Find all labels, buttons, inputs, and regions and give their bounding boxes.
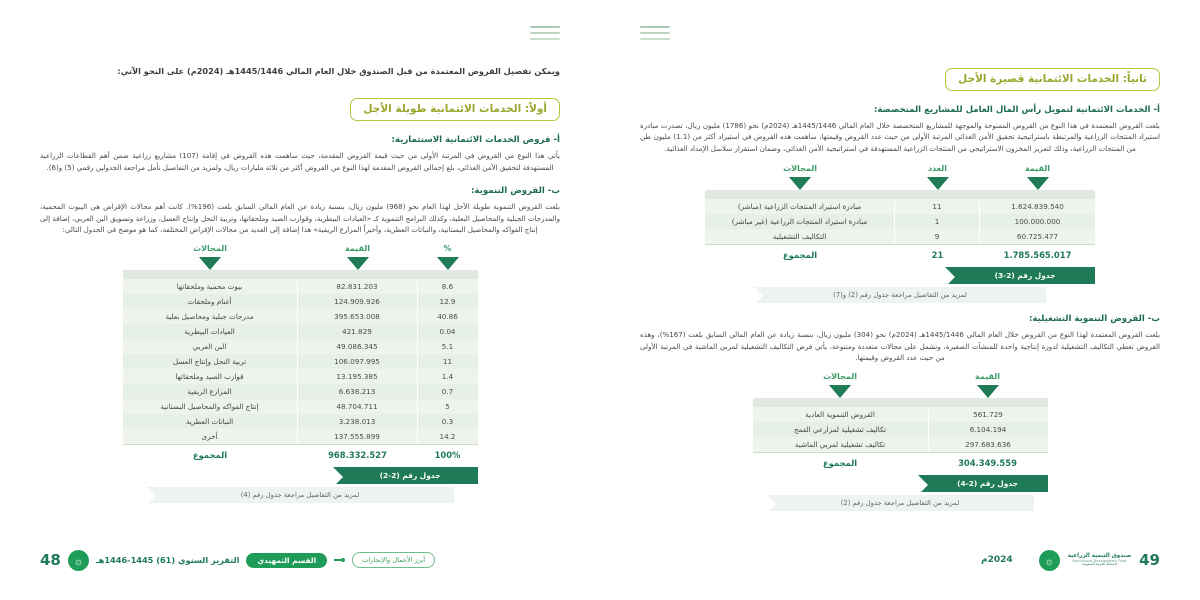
- footer-pill-highlights[interactable]: أبرز الأعمال والإنجازات: [352, 552, 435, 568]
- cell-value: 48.704.711: [336, 401, 378, 411]
- table-2-2-header-row: [40, 244, 560, 256]
- table-row: [123, 384, 478, 399]
- table-2-3-note: لمزيد من التفاصيل مراجعة جدول رقم (2) و(7): [754, 287, 1046, 303]
- page-left: [600, 0, 1200, 600]
- table-row: [123, 414, 478, 429]
- th-value: القيمة: [975, 371, 1000, 381]
- table-2-4-cap: [753, 398, 1048, 407]
- cell-percent: 5: [445, 401, 450, 411]
- cell-label: مبادرة استيراد المنتجات الزراعية (مباشر): [737, 202, 862, 212]
- th-percent: %: [443, 243, 452, 253]
- cell-percent: 0.7: [441, 386, 454, 396]
- table-row: [123, 399, 478, 414]
- table-row: [753, 422, 1048, 437]
- cell-percent: 0.3: [441, 416, 454, 426]
- cell-percent: 40.86: [437, 311, 458, 321]
- table-row: [753, 407, 1048, 422]
- fund-logo-text: [1068, 554, 1131, 567]
- cell-value: 297.683.636: [965, 439, 1011, 449]
- right-badge-row: [40, 84, 560, 121]
- table-2-2-rows: [123, 279, 478, 444]
- cell-label: مدرجات جبلية ومحاصيل بعلية: [165, 311, 254, 321]
- cell-percent: 0.04: [439, 326, 456, 336]
- cell-value: 3.238.013: [338, 416, 376, 426]
- cell-label: تكاليف تشغيلية لمزارعي القمح: [794, 424, 886, 434]
- cell-label: قوارب الصيد وملحقاتها: [175, 371, 244, 381]
- fund-logo-arabic: صندوق التنمية الزراعية: [1067, 552, 1132, 559]
- table-2-4-note-row: [753, 495, 1048, 511]
- heading-investment-credit: أ- قروض الخدمات الائتمانية الاستثمارية:: [391, 135, 560, 146]
- cell-percent: 12.9: [439, 296, 456, 306]
- page-number-left: 49: [1139, 551, 1160, 569]
- arrow-value-icon: [928, 384, 1048, 398]
- cell-value: 49.086.345: [336, 341, 378, 351]
- table-row: [123, 294, 478, 309]
- cell-value: 60.725.477: [1016, 232, 1059, 242]
- table-row: [705, 214, 1095, 229]
- th-fields: المجالات: [823, 371, 857, 381]
- th-fields: المجالات: [783, 164, 817, 174]
- footer-report-title: التقرير السنوي (61) 1445-1446هـ: [95, 555, 240, 565]
- table-2-3-total-row: [705, 244, 1095, 265]
- th-fields: المجالات: [193, 243, 227, 253]
- table-2-2-ribbon-row: [123, 467, 478, 484]
- table-2-2-note: لمزيد من التفاصيل مراجعة جدول رقم (4): [147, 487, 454, 503]
- footer-connector-icon: [334, 558, 345, 562]
- arrow-value-icon: [298, 256, 418, 270]
- arrow-fields-icon: [705, 176, 895, 190]
- footer-left: [600, 540, 1200, 580]
- saudi-emblem-icon: ۞: [1039, 550, 1060, 571]
- fund-logo-country: المملكة العربية السعودية: [1082, 561, 1117, 566]
- table-row: [123, 369, 478, 384]
- table-2-3-header-row: [640, 164, 1160, 176]
- table-row: [123, 309, 478, 324]
- cell-value: 82.831.203: [336, 281, 378, 291]
- saudi-emblem-icon: ۞: [68, 550, 89, 571]
- section-badge-short-term: ثانياً: الخدمات الائتمانية قصيرة الأجل: [945, 68, 1160, 91]
- cell-label: العيادات البيطرية: [184, 326, 235, 336]
- paragraph-operational-dev-loans: بلغت القروض المعتمدة لهذا النوع من القروض خلال العام المالي 1445/1446هـ (2024م) نحو (304) مليون ريال، بنسبة زيادة عن العام المالي السابق بلغت (167%)، وهذه القروض تغطي التكاليف التشغيلية لدورة إنتاجية واحدة للمنشآت الصغيرة، وتشمل على مجالات متعددة ومتنوعة، يأتي فرض التكاليف التشغيلية لمربي الماشية في المرتبة الأولى من حيث عدد القروض وقيمتها.: [640, 330, 1160, 363]
- table-row: [705, 199, 1095, 214]
- cell-value: 395.653.008: [334, 311, 380, 321]
- intro-sentence: ويمكن تفصيل القروض المعتمدة من قبل الصندوق خلال العام المالي 1445/1446هـ (2024م) على النحو الآتي:: [117, 66, 560, 76]
- cell-count: 11: [932, 202, 942, 212]
- arrow-fields-icon: [753, 384, 928, 398]
- table-2-3-ribbon: جدول رقم (2-3): [945, 267, 1095, 284]
- heading-working-capital: أ- الخدمات الائتمانية لتمويل رأس المال العامل للمشاريع المتخصصة:: [873, 105, 1160, 115]
- table-2-3-note-row: [705, 287, 1095, 303]
- cell-count: 9: [934, 232, 940, 242]
- table-2-3-cap: [705, 190, 1095, 199]
- table-2-3-body: [705, 190, 1095, 265]
- footer-pill-section[interactable]: القسم التمهيدي: [246, 553, 327, 568]
- cell-label: البن العربي: [192, 341, 227, 351]
- total-value: 304.349.559: [958, 457, 1017, 468]
- table-2-3-arrow-row: [640, 176, 1160, 190]
- total-label: المجموع: [782, 250, 818, 261]
- table-2-4-arrow-row: [640, 384, 1160, 398]
- footer-right: [0, 540, 600, 580]
- footer-year-left: 2024م: [981, 555, 1013, 565]
- table-2-4-note: لمزيد من التفاصيل مراجعة جدول رقم (2): [767, 495, 1034, 511]
- table-2-2-ribbon: جدول رقم (2-2): [333, 467, 478, 484]
- th-value: القيمة: [345, 243, 370, 253]
- cell-percent: 14.2: [439, 431, 456, 441]
- table-2-4-total-row: [753, 452, 1048, 473]
- paragraph-development-loans: بلغت القروض التنموية طويلة الأجل لهذا العام نحو (968) مليون ريال، بنسبة زيادة عن العام المالي السابق بلغت (196%). كانت أهم مجالات الإقراض هي البيوت المحمية، والمدرجات الجبلية والمحاصيل البعلية، وكذلك البرامج التنموية كـ «العيادات البيطرية، وقوارب الصيد وملحقاتها، وتربية النحل وإنتاج العسل، وزراعة وتسويق البن العربي، إضافة إلى إنتاج الفواكه والمحاصيل البستانية، والنباتات العطرية، وأخيراً المزارع الريفية» هذا إضافة إلى العديد من مجالات الإقراض المختلفة، كما هو موضح في الجدول التالي:: [40, 202, 560, 235]
- table-2-4-ribbon: جدول رقم (2-4): [918, 475, 1048, 492]
- cell-label: أغنام وملحقات: [187, 296, 232, 306]
- arrow-percent-icon: [418, 256, 478, 270]
- cell-value: 13.195.385: [336, 371, 378, 381]
- total-label: المجموع: [822, 457, 858, 468]
- deco-lines-left-wrap: [640, 26, 1160, 44]
- cell-value: 421.829: [342, 326, 372, 336]
- table-row: [123, 279, 478, 294]
- deco-lines-right-wrap: [40, 26, 560, 44]
- cell-value: 6.104.194: [969, 424, 1007, 434]
- table-2-2: [40, 244, 560, 503]
- th-count: العدد: [928, 164, 947, 174]
- fund-logo-english: Agricultural Development Fund: [1072, 558, 1127, 563]
- section-badge-long-term: أولاً: الخدمات الائتمانية طويلة الأجل: [350, 98, 560, 121]
- cell-label: المزارع الريفية: [187, 386, 232, 396]
- table-row: [753, 437, 1048, 452]
- paragraph-working-capital: بلغت القروض المعتمدة في هذا النوع من القروض الممنوحة والموجهة للمشاريع المتخصصة خلال العام المالي 1445/1446هـ (2024م) نحو (1786) مليون ريال، تصدرت مبادرة استيراد المنتجات الزراعية والمرتبطة باستراتيجية تحقيق الأمن الغذائي المرتبة الأولى من حيث عدد القروض وقيمتها، ساهمت هذه القروض في استيراد أكثر من (1.1) مليون طن من المنتجات الزراعية، وذلك لتعزيز المخزون الاستراتيجي من المنتجات الزراعية المستهدفة في استراتيجية الأمن الغذائي، وضمان استقرار سلاسل الإمداد الغذائية.: [640, 121, 1161, 153]
- th-value: القيمة: [1025, 164, 1050, 174]
- cell-percent: 11: [442, 356, 453, 366]
- cell-value: 106.097.995: [334, 356, 380, 366]
- cell-label: إنتاج الفواكه والمحاصيل البستانية: [160, 401, 259, 411]
- page-gutter: [600, 0, 601, 600]
- cell-label: النباتات العطرية: [185, 416, 234, 426]
- arrow-fields-icon: [123, 256, 298, 270]
- heading-operational-dev-loans: ب- القروض التنموية التشغيلية:: [1028, 314, 1160, 325]
- cell-label: القروض التنموية العادية: [805, 409, 875, 419]
- arrow-count-icon: [895, 176, 980, 190]
- three-lines-decoration-icon: [640, 26, 670, 44]
- page-number-right: 48: [40, 551, 61, 569]
- table-2-2-total-row: [123, 444, 478, 465]
- cell-label: التكاليف التشغيلية: [772, 232, 827, 242]
- cell-value: 561.729: [973, 409, 1003, 419]
- cell-value: 1.624.839.540: [1011, 202, 1064, 212]
- table-2-2-arrow-row: [40, 256, 560, 270]
- cell-label: تكاليف تشغيلية لمربي الماشية: [794, 439, 886, 449]
- total-count: 21: [931, 250, 944, 261]
- table-2-2-note-row: [123, 487, 478, 503]
- total-percent: 100%: [434, 449, 461, 460]
- cell-value: 124.909.926: [334, 296, 380, 306]
- cell-value: 6.638.213: [338, 386, 376, 396]
- heading-development-loans: ب- القروض التنموية:: [470, 186, 560, 197]
- table-2-3-ribbon-row: [705, 267, 1095, 284]
- table-row: [123, 324, 478, 339]
- cell-count: 1: [934, 217, 940, 227]
- table-row: [123, 339, 478, 354]
- cell-label: مبادرة استيراد المنتجات الزراعية (غير مباشر): [731, 217, 868, 227]
- left-badge-row: [640, 54, 1160, 91]
- cell-label: تربية النحل وإنتاج العسل: [172, 356, 247, 366]
- cell-percent: 5.1: [441, 341, 454, 351]
- table-2-2-cap: [123, 270, 478, 279]
- cell-percent: 1.4: [441, 371, 454, 381]
- table-row: [123, 354, 478, 369]
- cell-value: 137.555.899: [334, 431, 380, 441]
- table-2-4-ribbon-row: [753, 475, 1048, 492]
- table-2-4: [640, 372, 1160, 511]
- cell-value: 100.000.000: [1014, 217, 1061, 227]
- total-value: 968.332.527: [328, 449, 387, 460]
- table-2-2-body: [123, 270, 478, 465]
- cell-percent: 8.6: [441, 281, 454, 291]
- table-2-3: [640, 164, 1160, 303]
- total-value: 1.785.565.017: [1003, 250, 1072, 261]
- paragraph-investment-credit: يأتي هذا النوع من القروض في المرتبة الأولى من حيث قيمة القروض المقدمة، حيث ساهمت هذه القروض في إقامة (107) مشاريع زراعية ضمن أهم القطاعات الزراعية المستهدفة لتحقيق الأمن الغذائي، بلغ إجمالي القروض المقدمة لهذا النوع من القروض أكثر من ثلاثة مليارات ريال، ولمزيد من التفاصيل نأمل مراجعة الجدولين رقمي (5) و(6).: [40, 151, 560, 172]
- total-label: المجموع: [192, 449, 228, 460]
- cell-label: أخرى: [201, 431, 218, 441]
- three-lines-decoration-icon: [530, 26, 560, 44]
- table-row: [123, 429, 478, 444]
- table-2-4-body: [753, 398, 1048, 473]
- table-row: [705, 229, 1095, 244]
- arrow-value-icon: [980, 176, 1095, 190]
- cell-label: بيوت محمية وملحقاتها: [176, 281, 243, 291]
- table-2-4-header-row: [640, 372, 1160, 384]
